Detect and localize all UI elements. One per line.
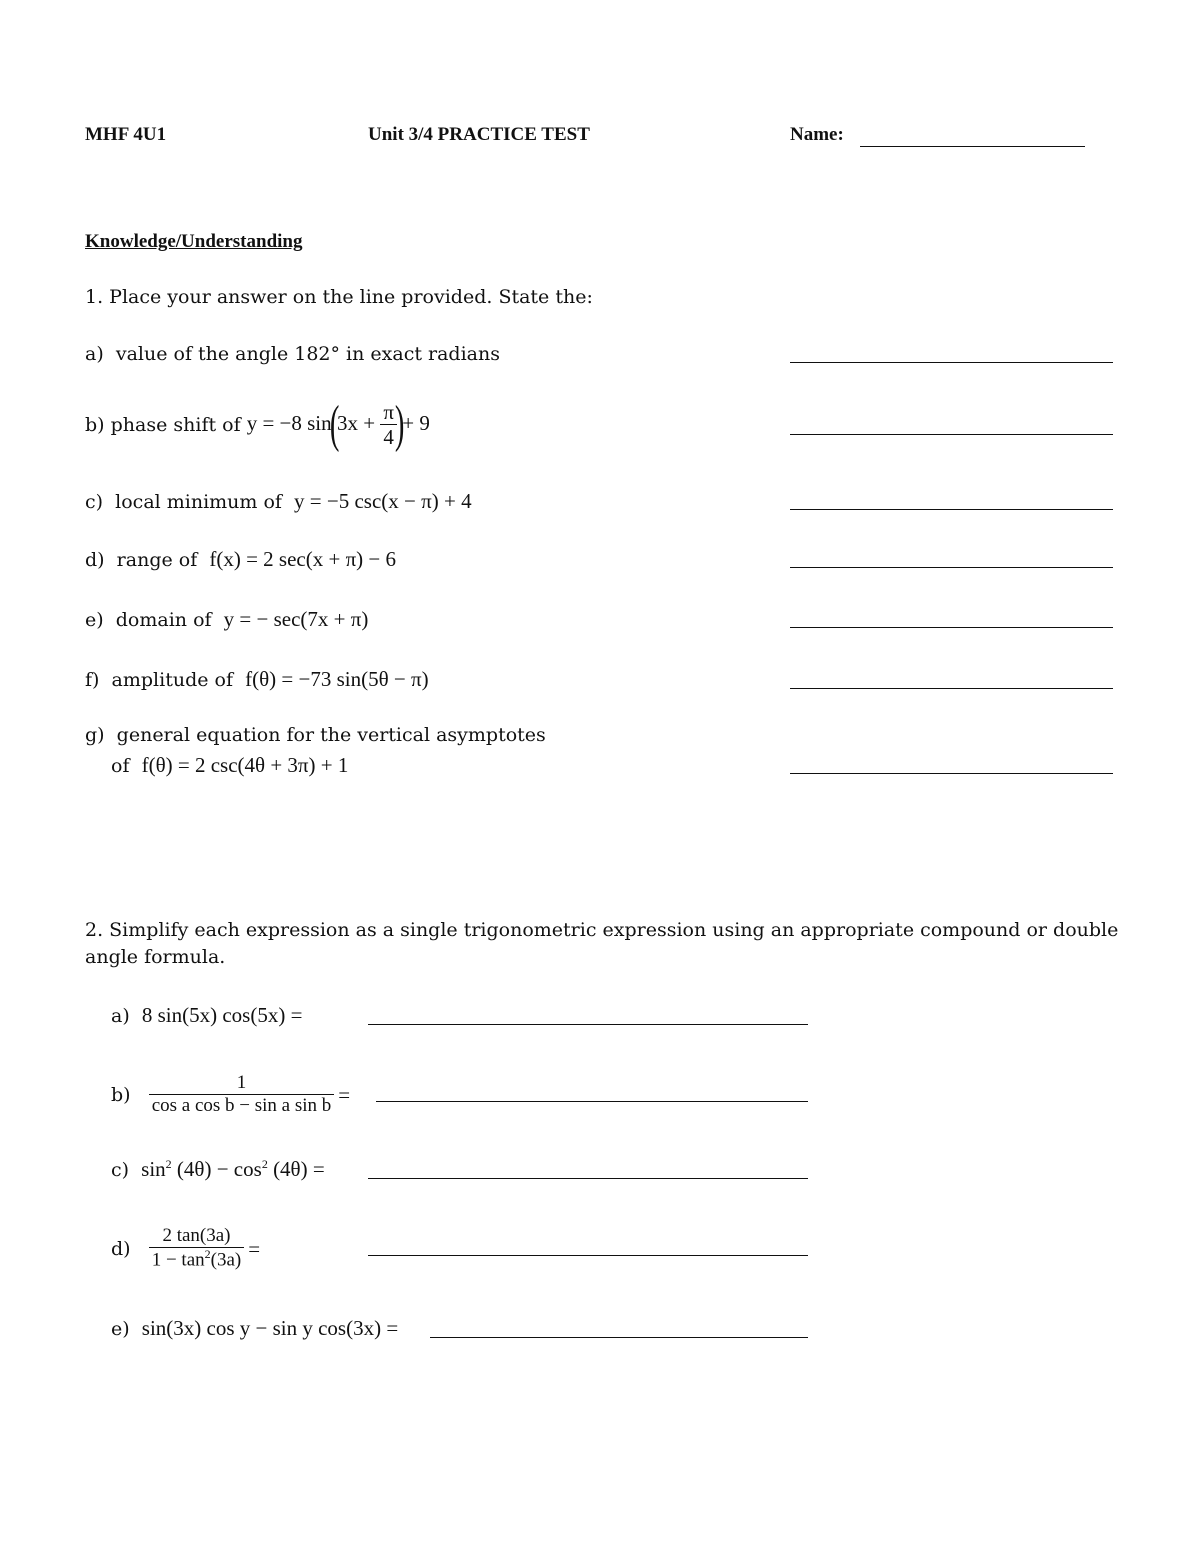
q2c-eq-c: (4θ) = bbox=[273, 1157, 325, 1181]
q1c-answer-line[interactable] bbox=[790, 509, 1113, 510]
q2c-eq-a: sin bbox=[141, 1157, 166, 1181]
left-paren-glyph: ( bbox=[329, 396, 340, 453]
q2-prompt-line2: angle formula. bbox=[85, 946, 226, 968]
q2-prompt-line1: 2. Simplify each expression as a single trigonometric expression using an appropriate compound or double bbox=[85, 919, 1119, 941]
q1d bbox=[85, 547, 396, 572]
q1b bbox=[85, 394, 430, 456]
q1b-frac-num: π bbox=[380, 401, 397, 425]
q2b-num: 1 bbox=[149, 1073, 335, 1095]
q1b-label: b) bbox=[85, 414, 105, 436]
q2b-label: b) bbox=[111, 1084, 131, 1106]
name-label: Name: bbox=[790, 124, 844, 145]
q1b-eq-left: y = −8 sin bbox=[246, 410, 332, 435]
q1d-text: range of bbox=[116, 549, 198, 571]
q2c bbox=[111, 1157, 325, 1182]
q1c-equation: y = −5 csc(x − π) + 4 bbox=[294, 489, 472, 513]
q1b-eq-inner: 3x + bbox=[336, 410, 376, 435]
right-paren-glyph: ) bbox=[394, 396, 405, 453]
q1f-equation: f(θ) = −73 sin(5θ − π) bbox=[245, 667, 429, 691]
q2e-equation: sin(3x) cos y − sin y cos(3x) = bbox=[141, 1316, 399, 1340]
q2d bbox=[111, 1220, 260, 1278]
q1g-equation: f(θ) = 2 csc(4θ + 3π) + 1 bbox=[141, 753, 349, 777]
q1a bbox=[85, 343, 500, 365]
q2d-num: 2 tan(3a) bbox=[149, 1226, 245, 1248]
q1b-equation bbox=[246, 396, 430, 453]
course-code: MHF 4U1 bbox=[85, 124, 167, 145]
q2b-equals: = bbox=[338, 1082, 351, 1107]
q1c bbox=[85, 489, 472, 514]
q1g-label: g) bbox=[85, 724, 105, 746]
q1e-equation: y = − sec(7x + π) bbox=[223, 607, 369, 631]
q1f-answer-line[interactable] bbox=[790, 688, 1113, 689]
q2c-label: c) bbox=[111, 1159, 130, 1181]
q1c-label: c) bbox=[85, 491, 104, 513]
q1-prompt: 1. Place your answer on the line provided. State the: bbox=[85, 286, 593, 308]
q2d-equals: = bbox=[248, 1236, 261, 1261]
q1a-answer-line[interactable] bbox=[790, 362, 1113, 363]
q2a-answer-line[interactable] bbox=[368, 1024, 808, 1025]
q1c-text: local minimum of bbox=[115, 491, 282, 513]
q1e-label: e) bbox=[85, 609, 104, 631]
q2d-fraction bbox=[149, 1226, 245, 1271]
q1b-text: phase shift of bbox=[110, 414, 241, 436]
q1g-text2: of bbox=[111, 755, 130, 777]
q1d-label: d) bbox=[85, 549, 105, 571]
q2e-label: e) bbox=[111, 1318, 130, 1340]
q2e bbox=[111, 1316, 398, 1341]
q1b-eq-right: + 9 bbox=[402, 410, 430, 435]
q2c-sup-2: 2 bbox=[261, 1157, 268, 1171]
q2d-sup: 2 bbox=[204, 1247, 211, 1262]
q2d-label: d) bbox=[111, 1238, 131, 1260]
q1e-text: domain of bbox=[115, 609, 212, 631]
q2d-den-a: 1 − tan bbox=[151, 1249, 205, 1271]
q2c-eq-b: (4θ) − cos bbox=[176, 1157, 262, 1181]
q2c-answer-line[interactable] bbox=[368, 1178, 808, 1179]
q1d-answer-line[interactable] bbox=[790, 567, 1113, 568]
q1e bbox=[85, 607, 368, 632]
q2b-answer-line[interactable] bbox=[376, 1101, 808, 1102]
q1g-answer-line[interactable] bbox=[790, 773, 1113, 774]
q2c-equation bbox=[141, 1157, 325, 1181]
q2b-den: cos a cos b − sin a sin b bbox=[151, 1095, 332, 1117]
test-title: Unit 3/4 PRACTICE TEST bbox=[368, 124, 590, 145]
q2c-sup-1: 2 bbox=[165, 1157, 172, 1171]
q2a-equation: 8 sin(5x) cos(5x) = bbox=[141, 1003, 303, 1027]
q2d-den bbox=[149, 1248, 245, 1271]
q1g-text: general equation for the vertical asymptotes bbox=[116, 724, 546, 746]
q2e-answer-line[interactable] bbox=[430, 1337, 808, 1338]
q2b bbox=[111, 1066, 350, 1124]
q1f-text: amplitude of bbox=[111, 669, 233, 691]
q2b-fraction bbox=[149, 1073, 335, 1117]
q2d-den-b: (3a) bbox=[210, 1249, 242, 1271]
q1a-text: value of the angle 182° in exact radians bbox=[115, 343, 500, 365]
name-blank[interactable] bbox=[860, 146, 1085, 147]
section-title: Knowledge/Understanding bbox=[85, 231, 303, 252]
q1e-answer-line[interactable] bbox=[790, 627, 1113, 628]
q2a-label: a) bbox=[111, 1005, 130, 1027]
q1a-label: a) bbox=[85, 343, 104, 365]
q1g bbox=[85, 724, 546, 746]
q1b-answer-line[interactable] bbox=[790, 434, 1113, 435]
q1f bbox=[85, 667, 429, 692]
q1d-equation: f(x) = 2 sec(x + π) − 6 bbox=[209, 547, 397, 571]
q2d-answer-line[interactable] bbox=[368, 1255, 808, 1256]
q2a bbox=[111, 1003, 302, 1028]
q1g-line2 bbox=[111, 753, 348, 778]
q1b-frac-den: 4 bbox=[383, 424, 394, 449]
q1f-label: f) bbox=[85, 669, 100, 691]
